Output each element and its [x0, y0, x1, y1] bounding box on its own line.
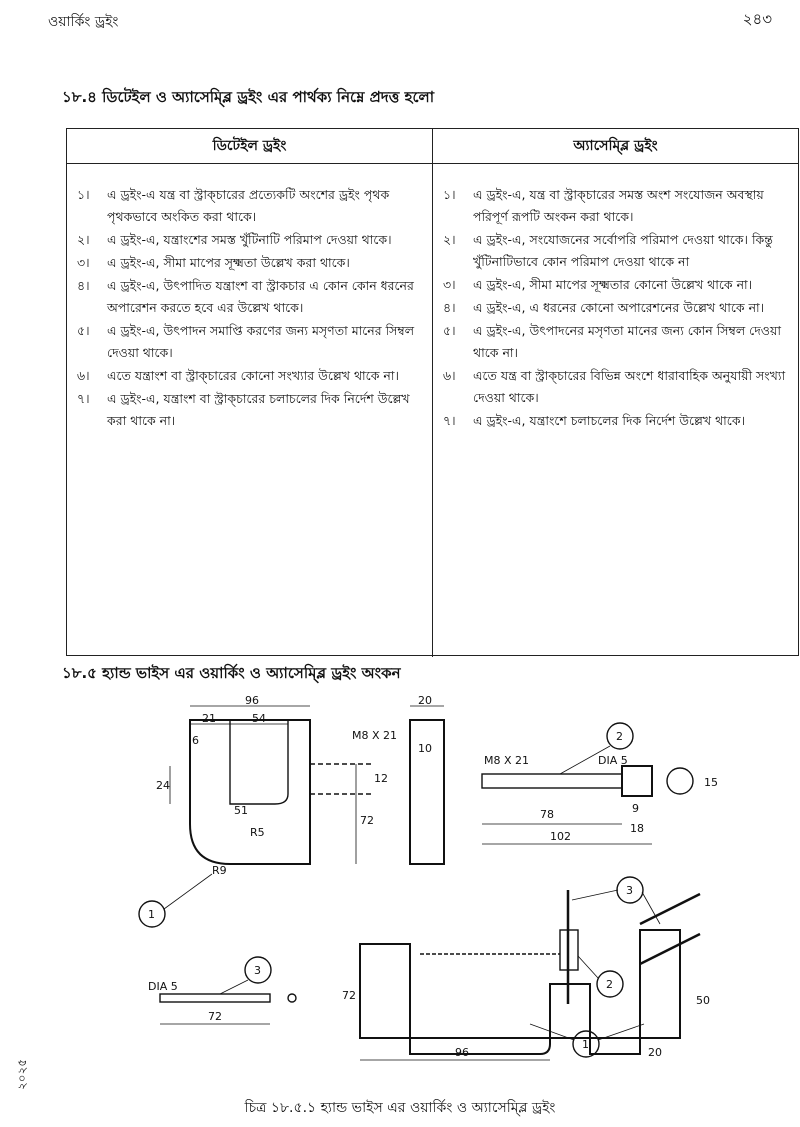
list-item [443, 320, 790, 364]
dim-51: 51 [234, 804, 248, 817]
hand-vice-drawing [120, 694, 720, 1078]
list-item [77, 229, 424, 251]
dim-15: 15 [704, 776, 718, 789]
item-number: ৭। [443, 413, 456, 428]
item-text: এ ড্রইং-এ, উৎপাদিত যন্ত্রাংশ বা স্ট্রাকচার এ কোন কোন ধরনের অপারেশন করতে হবে এর উল্লেখ থাকে। [107, 278, 414, 315]
item-number: ২। [443, 232, 456, 247]
assembly-balloon-2 [578, 956, 623, 997]
page-number: ২৪৩ [742, 10, 772, 28]
list-item [443, 229, 790, 273]
running-head: ওয়ার্কিং ড্রইং [48, 14, 119, 30]
item-text: এতে যন্ত্রাংশ বা স্ট্রাক্চারের কোনো সংখ্যার উল্লেখ থাকে না। [107, 368, 399, 383]
dim-54: 54 [252, 712, 266, 725]
item-number: ২। [77, 232, 90, 247]
dim-21: 21 [202, 712, 216, 725]
list-item [77, 320, 424, 364]
assembly-balloon-3-label: 3 [626, 884, 633, 897]
dim-18: 18 [630, 822, 644, 835]
header-assembly-drawing: অ্যাসেম্ব্লি ড্রইং [573, 138, 658, 154]
comparison-table [66, 128, 799, 656]
list-item [443, 297, 790, 319]
dim-96-assembly: 96 [455, 1046, 469, 1059]
part-balloon-3 [220, 957, 271, 994]
item-text: এ ড্রইং-এ, সীমা মাপের সূক্ষ্মতার কোনো উল্লেখ থাকে না। [473, 277, 753, 292]
section-title-18-4: ১৮.৪ ডিটেইল ও অ্যাসেম্ব্লি ড্রইং এর পার্থক্য নিম্নে প্রদত্ত হলো [62, 88, 435, 106]
list-item [443, 365, 790, 409]
dim-6: 6 [192, 734, 199, 747]
item-number: ৩। [443, 277, 456, 292]
dim-72-assembly: 72 [342, 989, 356, 1002]
table-body [67, 164, 798, 657]
item-text: এ ড্রইং-এ, সংযোজনের সর্বোপরি পরিমাপ দেওয়া থাকে। কিন্তু খুঁটিনাটিভাবে কোন পরিমাপ দেওয়া থাকে না [473, 232, 773, 269]
dim-r5: R5 [250, 826, 265, 839]
part-balloon-1 [139, 874, 212, 927]
item-number: ৫। [77, 323, 90, 338]
item-text: এ ড্রইং-এ, যন্ত্র বা স্ট্রাক্চারের সমস্ত অংশ সংযোজন অবস্থায় পরিপূর্ণ রূপটি অংকন করা থাকে। [473, 187, 764, 224]
item-number: ১। [443, 187, 456, 202]
item-number: ৬। [443, 368, 456, 383]
dim-m8-screw: M8 X 21 [484, 754, 530, 767]
item-number: ৪। [77, 278, 90, 293]
item-text: এ ড্রইং-এ, যন্ত্রাংশ বা স্ট্রাক্চারের চলাচলের দিক নির্দেশ উল্লেখ করা থাকে না। [107, 391, 410, 428]
list-item [443, 274, 790, 296]
dim-24: 24 [156, 779, 170, 792]
list-item [77, 365, 424, 387]
item-text: এ ড্রইং-এ, সীমা মাপের সূক্ষ্মতা উল্লেখ করা থাকে। [107, 255, 350, 270]
figure-caption: চিত্র ১৮.৫.১ হ্যান্ড ভাইস এর ওয়ার্কিং ও অ্যাসেম্ব্লি ড্রইং [244, 1100, 556, 1116]
item-number: ১। [77, 187, 90, 202]
dim-12: 12 [374, 772, 388, 785]
screw-detail-view [482, 754, 718, 844]
dim-50: 50 [696, 994, 710, 1007]
dim-m8-frame: M8 X 21 [352, 729, 398, 742]
dim-20-assembly: 20 [648, 1046, 662, 1059]
assembly-column [433, 164, 798, 657]
assembly-balloon-1-label: 1 [582, 1038, 589, 1051]
list-item [77, 252, 424, 274]
dim-102: 102 [550, 830, 571, 843]
item-number: ৫। [443, 323, 456, 338]
dim-72-bar: 72 [208, 1010, 222, 1023]
balloon-3-label: 3 [254, 964, 261, 977]
dim-10: 10 [418, 742, 432, 755]
dim-r9: R9 [212, 864, 227, 877]
detail-column [67, 164, 433, 657]
item-text: এ ড্রইং-এ, উৎপাদনের মসৃণতা মানের জন্য কোন সিম্বল দেওয়া থাকে না। [473, 323, 781, 360]
item-text: এ ড্রইং-এ, এ ধরনের কোনো অপারেশনের উল্লেখ থাকে না। [473, 300, 765, 315]
list-item [77, 184, 424, 228]
item-text: এ ড্রইং-এ যন্ত্র বা স্ট্রাক্চারের প্রত্যেকটি অংশের ড্রইং পৃথক পৃথকভাবে অংকিত করা থাকে। [107, 187, 390, 224]
list-item [443, 410, 790, 432]
dim-dia5-bar: DIA 5 [148, 980, 178, 993]
section-title-18-5: ১৮.৫ হ্যান্ড ভাইস এর ওয়ার্কিং ও অ্যাসেম্ব্লি ড্রইং অংকন [62, 664, 401, 682]
balloon-1-label: 1 [148, 908, 155, 921]
item-text: এ ড্রইং-এ, উৎপাদন সমাপ্তি করণের জন্য মসৃণতা মানের সিম্বল দেওয়া থাকে। [107, 323, 415, 360]
list-item [443, 184, 790, 228]
table-header-row [67, 129, 798, 164]
item-number: ৭। [77, 391, 90, 406]
item-text: এতে যন্ত্র বা স্ট্রাক্চারের বিভিন্ন অংশে ধারাবাহিক অনুযায়ী সংখ্যা দেওয়া থাকে। [473, 368, 786, 405]
frame-side-view [352, 694, 444, 864]
list-item [77, 388, 424, 432]
item-text: এ ড্রইং-এ, যন্ত্রাংশে চলাচলের দিক নির্দেশ উল্লেখ থাকে। [473, 413, 746, 428]
list-item [77, 275, 424, 319]
item-number: ৪। [443, 300, 456, 315]
frame-detail-view [156, 694, 374, 877]
dim-9: 9 [632, 802, 639, 815]
side-year-note: ২০২৫ [15, 1058, 29, 1090]
item-number: ৬। [77, 368, 90, 383]
header-detail-drawing: ডিটেইল ড্রইং [67, 129, 433, 163]
tommy-bar-detail-view [148, 980, 296, 1024]
assembly-balloon-3 [572, 877, 660, 924]
balloon-2-label: 2 [616, 730, 623, 743]
dim-20-side: 20 [418, 694, 432, 707]
assembly-balloon-2-label: 2 [606, 978, 613, 991]
item-number: ৩। [77, 255, 90, 270]
dim-72-frame: 72 [360, 814, 374, 827]
dim-96-top: 96 [245, 694, 259, 707]
dim-78: 78 [540, 808, 554, 821]
dim-dia5-screw: DIA 5 [598, 754, 628, 767]
item-text: এ ড্রইং-এ, যন্ত্রাংশের সমস্ত খুঁটিনাটি পরিমাপ দেওয়া থাকে। [107, 232, 392, 247]
